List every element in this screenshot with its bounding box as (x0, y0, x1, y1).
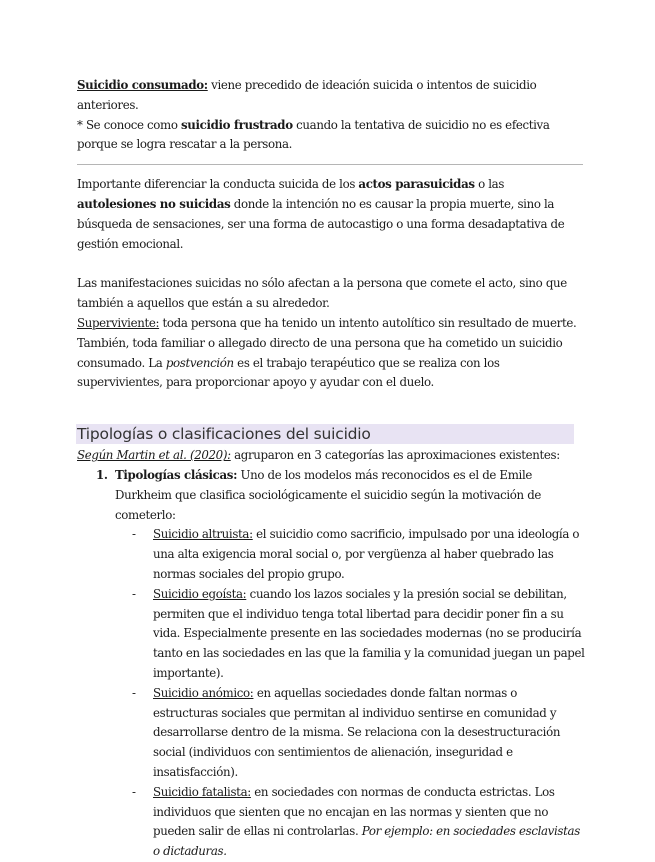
dash-bullet: - (132, 527, 136, 542)
subitem-text: en aquellas sociedades donde faltan normas o estructuras sociales que permitan al individuo sentirse en comunidad y desarrollarse dentro de la misma. Se relaciona con la desestructuración social (individuos con sentimientos de alienación, inseguridad e insatisfacción). (153, 685, 561, 779)
consumado-term: Suicidio consumado: (77, 78, 208, 92)
horizontal-divider (77, 164, 583, 165)
dash-bullet: - (132, 586, 136, 601)
subitem-text: en sociedades con normas de conducta estrictas. Los individuos que sienten que no encajan en las normas y sienten que no pueden salir de ellas ni controlarlas. (153, 784, 555, 839)
parasuicidas-paragraph (77, 175, 585, 254)
source-citation: Según Martin et al. (2020): (77, 448, 231, 463)
item-text: Uno de los modelos más reconocidos es el de Emile Durkheim que clasifica sociológicamente el suicidio según la motivación de cometerlo: (115, 467, 542, 522)
paragraph-gap (77, 254, 585, 274)
frustrado-term: suicidio frustrado (181, 117, 293, 132)
frustrado-paragraph (77, 116, 585, 156)
subitem-term: Suicidio altruista: (153, 527, 253, 542)
manifestaciones-paragraph: Las manifestaciones suicidas no sólo afectan a la persona que comete el acto, sino que también a aquellos que están a su alrededor. (77, 276, 567, 311)
source-paragraph (77, 446, 585, 466)
subitem-term: Suicidio fatalista: (153, 784, 251, 799)
parasuicidas-term: actos parasuicidas (358, 177, 475, 192)
subitem-text: el suicidio como sacrificio, impulsado por una ideología o una alta exigencia moral social o, por vergüenza al haber quebrado las normas sociales del propio grupo. (153, 527, 580, 581)
parasuicidas-text-3: donde la intención no es causar la propia muerte, sino la búsqueda de sensaciones, ser una forma de autocastigo o una forma desadaptativa de gestión emocional. (77, 196, 565, 251)
frustrado-prefix: * Se conoce como (77, 117, 182, 132)
sublist (115, 525, 585, 862)
list-number: 1. (96, 467, 108, 482)
subitem-example: Por ejemplo: en sociedades esclavistas o dictaduras. (153, 824, 580, 859)
item-title: Tipologías clásicas: (115, 467, 238, 482)
parasuicidas-text-1: Importante diferenciar la conducta suicida de los (77, 177, 359, 192)
parasuicidas-text-2: o las (474, 177, 505, 192)
dash-bullet: - (132, 685, 136, 700)
subitem-term: Suicidio anómico: (153, 685, 254, 700)
sublist-item (115, 585, 585, 684)
superviviente-term: Superviviente: (77, 315, 160, 330)
dash-bullet: - (132, 784, 136, 799)
consumado-paragraph (77, 76, 585, 116)
list-item (77, 466, 585, 862)
frustrado-text: cuando la tentativa de suicidio no es efectiva porque se logra rescatar a la persona. (77, 117, 550, 152)
document-page (77, 76, 585, 862)
postvencion-text: es el trabajo terapéutico que se realiza con los supervivientes, para proporcionar apoyo y ayudar con el duelo. (77, 355, 500, 390)
sublist-item (115, 783, 585, 862)
subitem-text: cuando los lazos sociales y la presión social se debilitan, permiten que el individuo tenga total libertad para decidir poner fin a su vida. Especialmente presente en las sociedades modernas (no se produciría tanto en las sociedades en las que la familia y la comunidad juegan un papel importante). (153, 586, 585, 680)
autolesiones-term: autolesiones no suicidas (77, 196, 231, 211)
source-text: agruparon en 3 categorías las aproximaciones existentes: (230, 448, 560, 463)
superviviente-text: toda persona que ha tenido un intento autolítico sin resultado de muerte. También, toda familiar o allegado directo de una persona que ha cometido un suicidio consumado. La (77, 315, 577, 370)
postvencion-term: postvención (165, 355, 234, 370)
sublist-item (115, 525, 585, 584)
consumado-text: viene precedido de ideación suicida o intentos de suicidio anteriores. (77, 78, 537, 112)
section-heading: Tipologías o clasificaciones del suicidio (76, 424, 574, 444)
subitem-term: Suicidio egoísta: (153, 586, 247, 601)
superviviente-paragraph (77, 314, 585, 393)
sublist-item (115, 684, 585, 783)
typology-list (77, 466, 585, 862)
